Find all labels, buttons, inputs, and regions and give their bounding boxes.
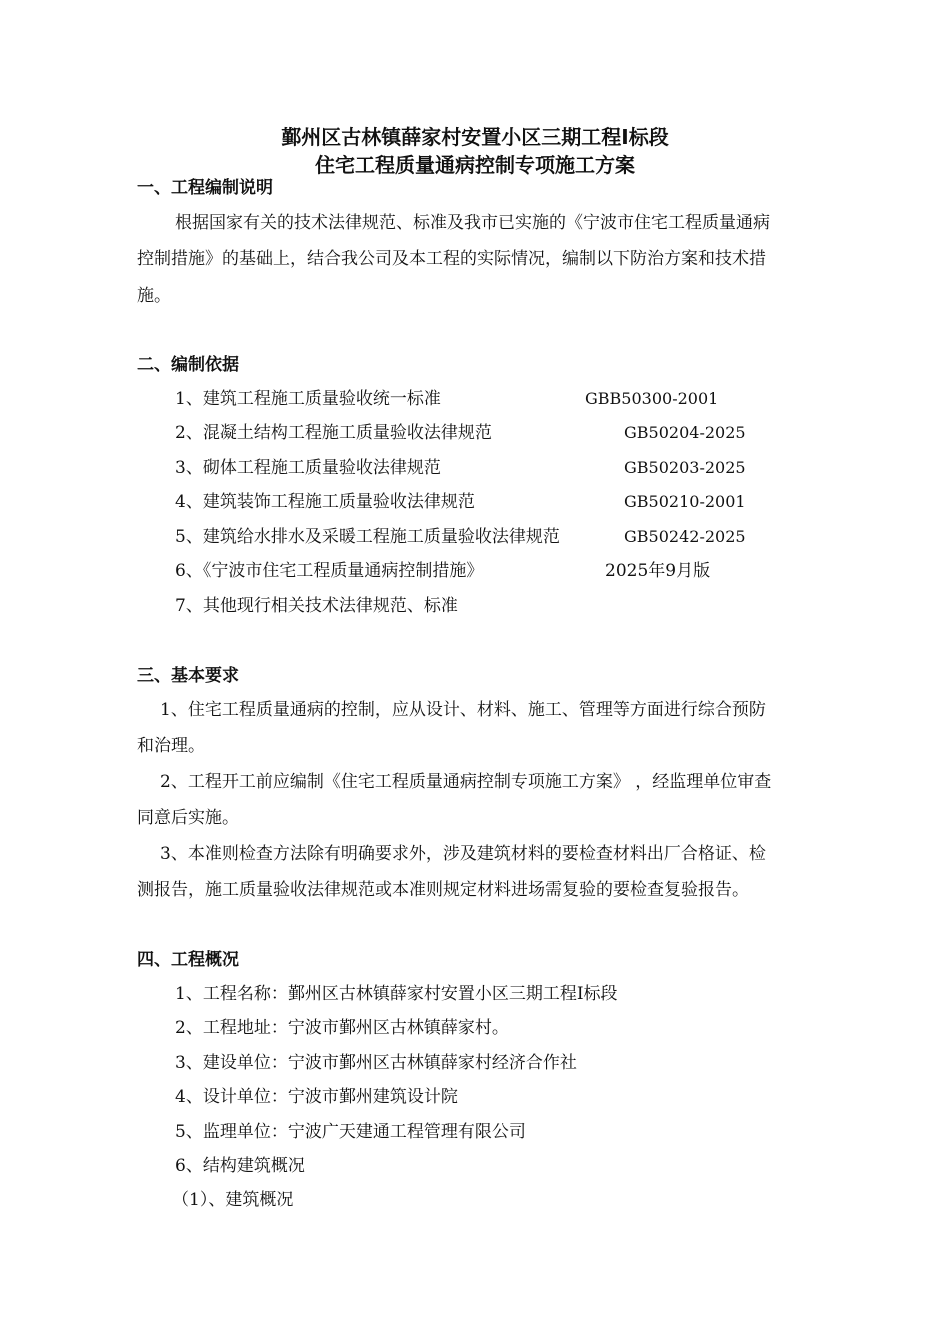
reference-code: GB50210-2001 — [624, 492, 746, 511]
reference-item: 5、建筑给水排水及采暖工程施工质量验收法律规范 — [175, 527, 560, 547]
overview-item: 6、结构建筑概况 — [175, 1156, 305, 1176]
reference-item: 7、其他现行相关技术法律规范、标准 — [175, 596, 458, 616]
document-title-line-2: 住宅工程质量通病控制专项施工方案 — [315, 153, 635, 177]
requirement-1-line-2: 和治理。 — [137, 736, 205, 756]
reference-code: 2025年9月版 — [605, 561, 711, 581]
reference-code: GB50204-2025 — [624, 423, 746, 442]
document-title-line-1: 鄞州区古林镇薛家村安置小区三期工程Ⅰ标段 — [281, 125, 669, 149]
reference-item: 3、砌体工程施工质量验收法律规范 — [175, 458, 441, 478]
reference-code: GB50242-2025 — [624, 527, 746, 546]
section-heading-2: 二、编制依据 — [137, 355, 239, 375]
requirement-2-line-1: 2、工程开工前应编制《住宅工程质量通病控制专项施工方案》 ，经监理单位审查 — [160, 772, 772, 792]
requirement-3-line-2: 测报告，施工质量验收法律规范或本准则规定材料进场需复验的要检查复验报告。 — [137, 880, 749, 900]
reference-item: 4、建筑装饰工程施工质量验收法律规范 — [175, 492, 475, 512]
overview-item: 5、监理单位：宁波广天建通工程管理有限公司 — [175, 1122, 526, 1142]
section1-paragraph-line-1: 根据国家有关的技术法律规范、标准及我市已实施的《宁波市住宅工程质量通病 — [175, 213, 770, 233]
reference-code: GB50203-2025 — [624, 458, 746, 477]
section-heading-3: 三、基本要求 — [137, 666, 239, 686]
requirement-3-line-1: 3、本准则检查方法除有明确要求外，涉及建筑材料的要检查材料出厂合格证、检 — [160, 844, 766, 864]
reference-item: 1、建筑工程施工质量验收统一标准 — [175, 389, 441, 409]
section-heading-1: 一、工程编制说明 — [137, 178, 273, 198]
reference-code: GBB50300-2001 — [585, 389, 719, 408]
reference-item: 2、混凝土结构工程施工质量验收法律规范 — [175, 423, 492, 443]
requirement-2-line-2: 同意后实施。 — [137, 808, 239, 828]
overview-subitem: （1）、建筑概况 — [172, 1190, 294, 1210]
section1-paragraph-line-2: 控制措施》的基础上，结合我公司及本工程的实际情况，编制以下防治方案和技术措 — [137, 249, 766, 269]
overview-item: 2、工程地址：宁波市鄞州区古林镇薛家村。 — [175, 1018, 509, 1038]
section-heading-4: 四、工程概况 — [137, 950, 239, 970]
requirement-1-line-1: 1、住宅工程质量通病的控制，应从设计、材料、施工、管理等方面进行综合预防 — [160, 700, 766, 720]
reference-item: 6、《宁波市住宅工程质量通病控制措施》 — [175, 561, 484, 581]
overview-item: 4、设计单位：宁波市鄞州建筑设计院 — [175, 1087, 458, 1107]
overview-item: 1、工程名称：鄞州区古林镇薛家村安置小区三期工程Ⅰ标段 — [175, 984, 618, 1004]
overview-item: 3、建设单位：宁波市鄞州区古林镇薛家村经济合作社 — [175, 1053, 577, 1073]
section1-paragraph-line-3: 施。 — [137, 286, 171, 306]
